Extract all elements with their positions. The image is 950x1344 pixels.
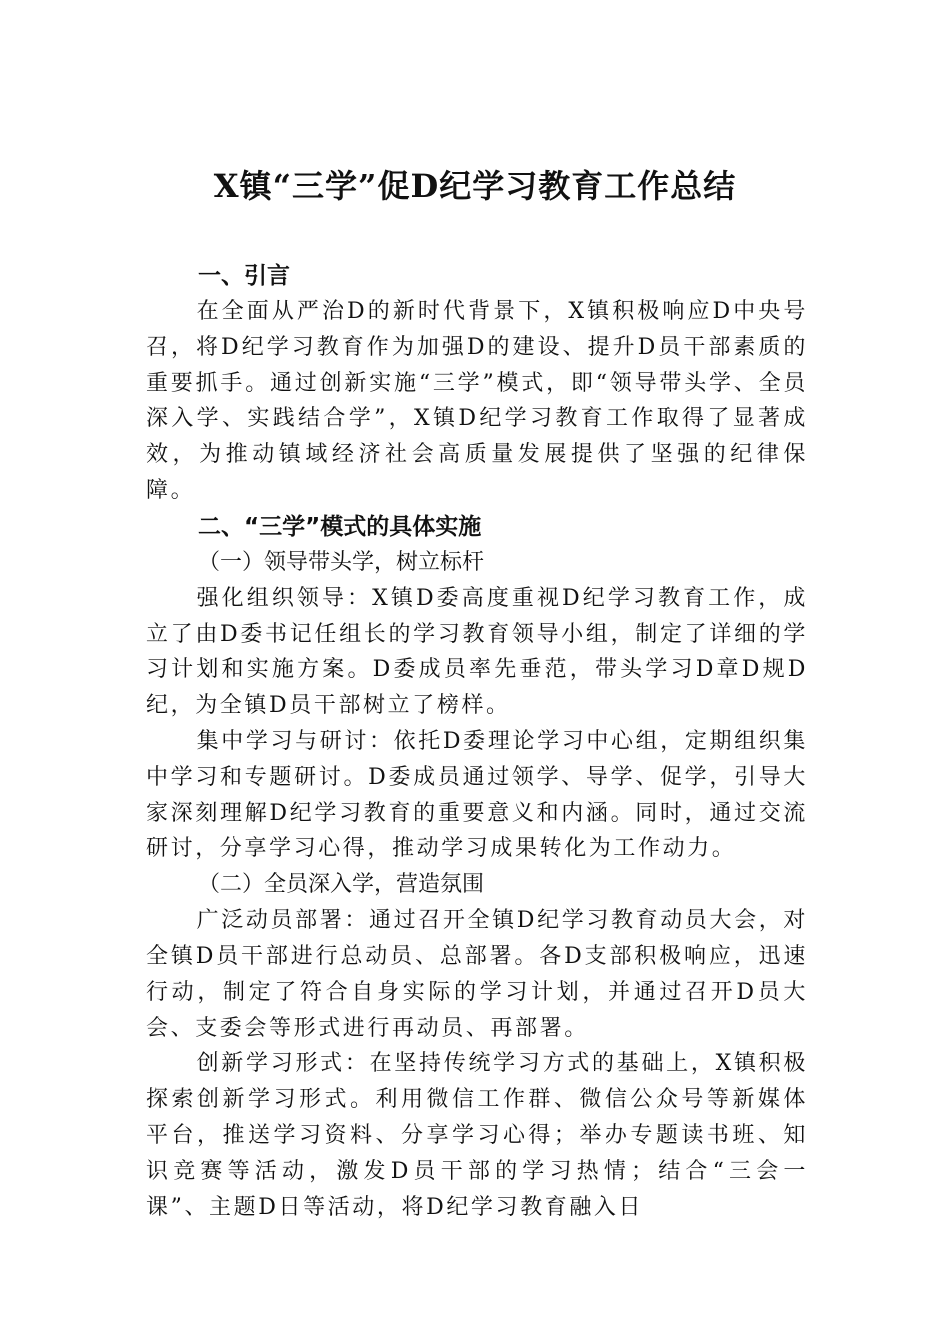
document-body: [146, 258, 808, 1225]
subsection-heading-leaders: （一）领导带头学，树立标杆: [198, 549, 485, 575]
document-title: X镇“三学”促D纪学习教育工作总结: [213, 167, 737, 205]
section-heading-implementation: 二、“三学”模式的具体实施: [198, 513, 482, 540]
paragraph-mobilization: 广泛动员部署：通过召开全镇D纪学习教育动员大会，对全镇D员干部进行总动员、总部署。各D支部积极响应，迅速行动，制定了符合自身实际的学习计划，并通过召开D员大会、支委会等形式进行再动员、再部署。: [146, 908, 808, 1041]
paragraph-collective-study: 集中学习与研讨：依托D委理论学习中心组，定期组织集中学习和专题研讨。D委成员通过领学、导学、促学，引导大家深刻理解D纪学习教育的重要意义和内涵。同时，通过交流研讨，分享学习心得，推动学习成果转化为工作动力。: [146, 728, 808, 862]
subsection-heading-all-members: （二）全员深入学，营造氛围: [198, 872, 485, 898]
paragraph-organization: 强化组织领导：X镇D委高度重视D纪学习教育工作，成立了由D委书记任组长的学习教育领导小组，制定了详细的学习计划和实施方案。D委成员率先垂范，带头学习D章D规D纪，为全镇D员干部树立了榜样。: [146, 585, 808, 719]
paragraph-intro: 在全面从严治D的新时代背景下，X镇积极响应D中央号召，将D纪学习教育作为加强D的建设、提升D员干部素质的重要抓手。通过创新实施“三学”模式，即“领导带头学、全员深入学、实践结合学”，X镇D纪学习教育工作取得了显著成效，为推动镇域经济社会高质量发展提供了坚强的纪律保障。: [146, 299, 808, 503]
paragraph-innovation: 创新学习形式：在坚持传统学习方式的基础上，X镇积极探索创新学习形式。利用微信工作群、微信公众号等新媒体平台，推送学习资料、分享学习心得；举办专题读书班、知识竞赛等活动，激发D员干部的学习热情；结合“三会一课”、主题D日等活动，将D纪学习教育融入日: [146, 1051, 808, 1220]
section-heading-intro: 一、引言: [198, 263, 290, 289]
